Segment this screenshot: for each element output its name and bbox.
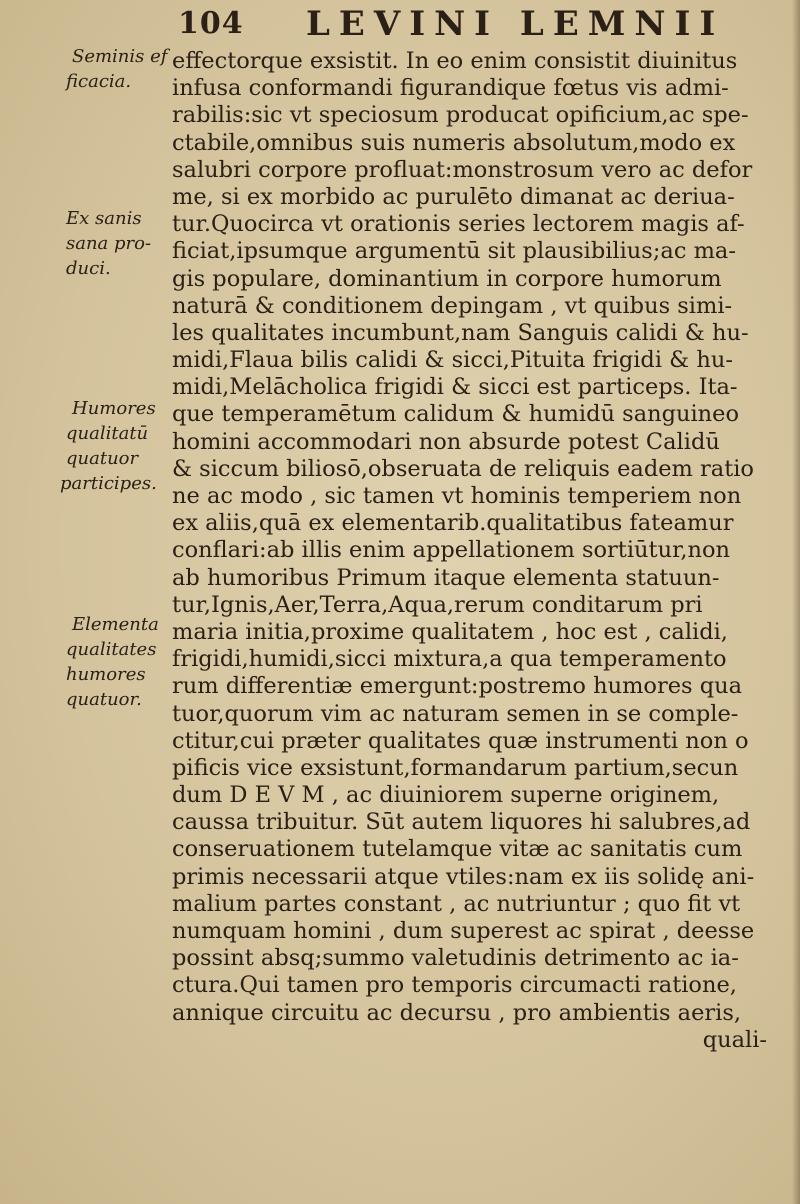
text-line: malium partes constant , ac nutriuntur ; quo fit vt: [172, 890, 741, 917]
text-line: ab humoribus Primum itaque elementa statuun-: [172, 564, 720, 591]
text-line: infusa conformandi figurandique fœtus vis admi-: [172, 75, 729, 102]
text-line: conflari:ab illis enim appellationem sortiūtur,non: [172, 537, 731, 564]
text-line: caussa tribuitur. Sūt autem liquores hi salubres,ad: [172, 809, 751, 836]
margin-note-line: Elementa: [72, 614, 159, 635]
text-line: ctura.Qui tamen pro temporis circumacti ratione,: [172, 972, 737, 999]
page-number: 104: [178, 6, 244, 41]
margin-note-line: sana pro-: [66, 233, 152, 254]
margin-note-elementa: [66, 612, 176, 712]
margin-note-line: duci.: [66, 258, 111, 279]
text-line: rabilis:sic vt speciosum producat opificium,ac spe-: [172, 102, 749, 129]
text-line: ficiat,ipsumque argumentū sit plausibilius;ac ma-: [172, 238, 736, 265]
text-line: tuor,quorum vim ac naturam semen in se comple-: [172, 700, 739, 727]
text-line: effectorque exsistit. In eo enim consistit diuinitus: [172, 48, 738, 74]
text-line: midi,Melācholica frigidi & sicci est particeps. Ita-: [172, 374, 738, 401]
running-head: LEVINI LEMNII: [306, 4, 725, 44]
text-line: annique circuitu ac decursu , pro ambientis aeris,: [172, 999, 742, 1026]
text-line: & siccum biliosō,obseruata de reliquis eadem ratio: [172, 455, 754, 482]
margin-note-line: quatuor: [66, 448, 139, 469]
text-line: me, si ex morbido ac purulēto dimanat ac deriua-: [172, 183, 735, 210]
text-line: possint absq;summo valetudinis detrimento ac ia-: [172, 945, 739, 972]
page-edge-shadow: [792, 0, 800, 1204]
text-line: rum differentiæ emergunt:postremo humores qua: [172, 673, 743, 700]
text-line: numquam homini , dum superest ac spirat , deesse: [172, 918, 755, 944]
text-line: naturā & conditionem depingam , vt quibus simi-: [172, 292, 733, 319]
text-line: dum D E V M , ac diuiniorem superne originem,: [172, 782, 720, 809]
text-line: homini accommodari non absurde potest Calidū: [172, 428, 720, 455]
text-line: midi,Flaua bilis calidi & sicci,Pituita frigidi & hu-: [172, 347, 733, 374]
margin-note-line: Humores: [72, 398, 156, 419]
text-line: conseruationem tutelamque vitæ ac sanitatis cum: [172, 836, 743, 863]
text-line: ctitur,cui præter qualitates quæ instrumenti non o: [172, 727, 749, 754]
margin-note-humores: [60, 396, 176, 496]
margin-note-line: ficacia.: [66, 71, 132, 92]
text-line: gis populare, dominantium in corpore humorum: [172, 265, 722, 292]
text-line: pificis vice exsistunt,formandarum partium,secun: [172, 754, 739, 781]
text-line: les qualitates incumbunt,nam Sanguis calidi & hu-: [172, 319, 749, 346]
margin-note-seminis: [66, 44, 176, 94]
body-text: [172, 48, 792, 1054]
marginalia-column: [0, 0, 175, 1204]
text-line: ne ac modo , sic tamen vt hominis temperiem non: [172, 483, 742, 509]
margin-note-line: quatuor.: [66, 689, 142, 710]
margin-note-ex-sanis: [66, 206, 176, 281]
margin-note-line: Seminis ef: [72, 46, 168, 67]
margin-note-line: participes.: [60, 473, 157, 494]
margin-note-line: Ex sanis: [66, 208, 142, 229]
text-line: primis necessarii atque vtiles:nam ex iis solidę ani-: [172, 863, 755, 890]
text-line: ctabile,omnibus suis numeris absolutum,modo ex: [172, 129, 736, 156]
text-line: tur,Ignis,Aer,Terra,Aqua,rerum conditarum pri: [172, 591, 703, 618]
margin-note-line: humores: [66, 664, 146, 685]
margin-note-line: qualitates: [66, 639, 157, 660]
text-line: frigidi,humidi,sicci mixtura,a qua temperamento: [172, 646, 727, 673]
text-line: que temperamētum calidum & humidū sanguineo: [172, 401, 740, 428]
catchword: quali-: [702, 1026, 767, 1053]
text-line: maria initia,proxime qualitatem , hoc est , calidi,: [172, 618, 728, 645]
text-line: salubri corpore profluat:monstrosum vero ac defor: [172, 156, 753, 183]
margin-note-line: qualitatū: [66, 423, 149, 444]
text-line: tur.Quocirca vt orationis series lectorem magis af-: [172, 211, 745, 238]
text-line: ex aliis,quā ex elementarib.qualitatibus fateamur: [172, 510, 734, 537]
